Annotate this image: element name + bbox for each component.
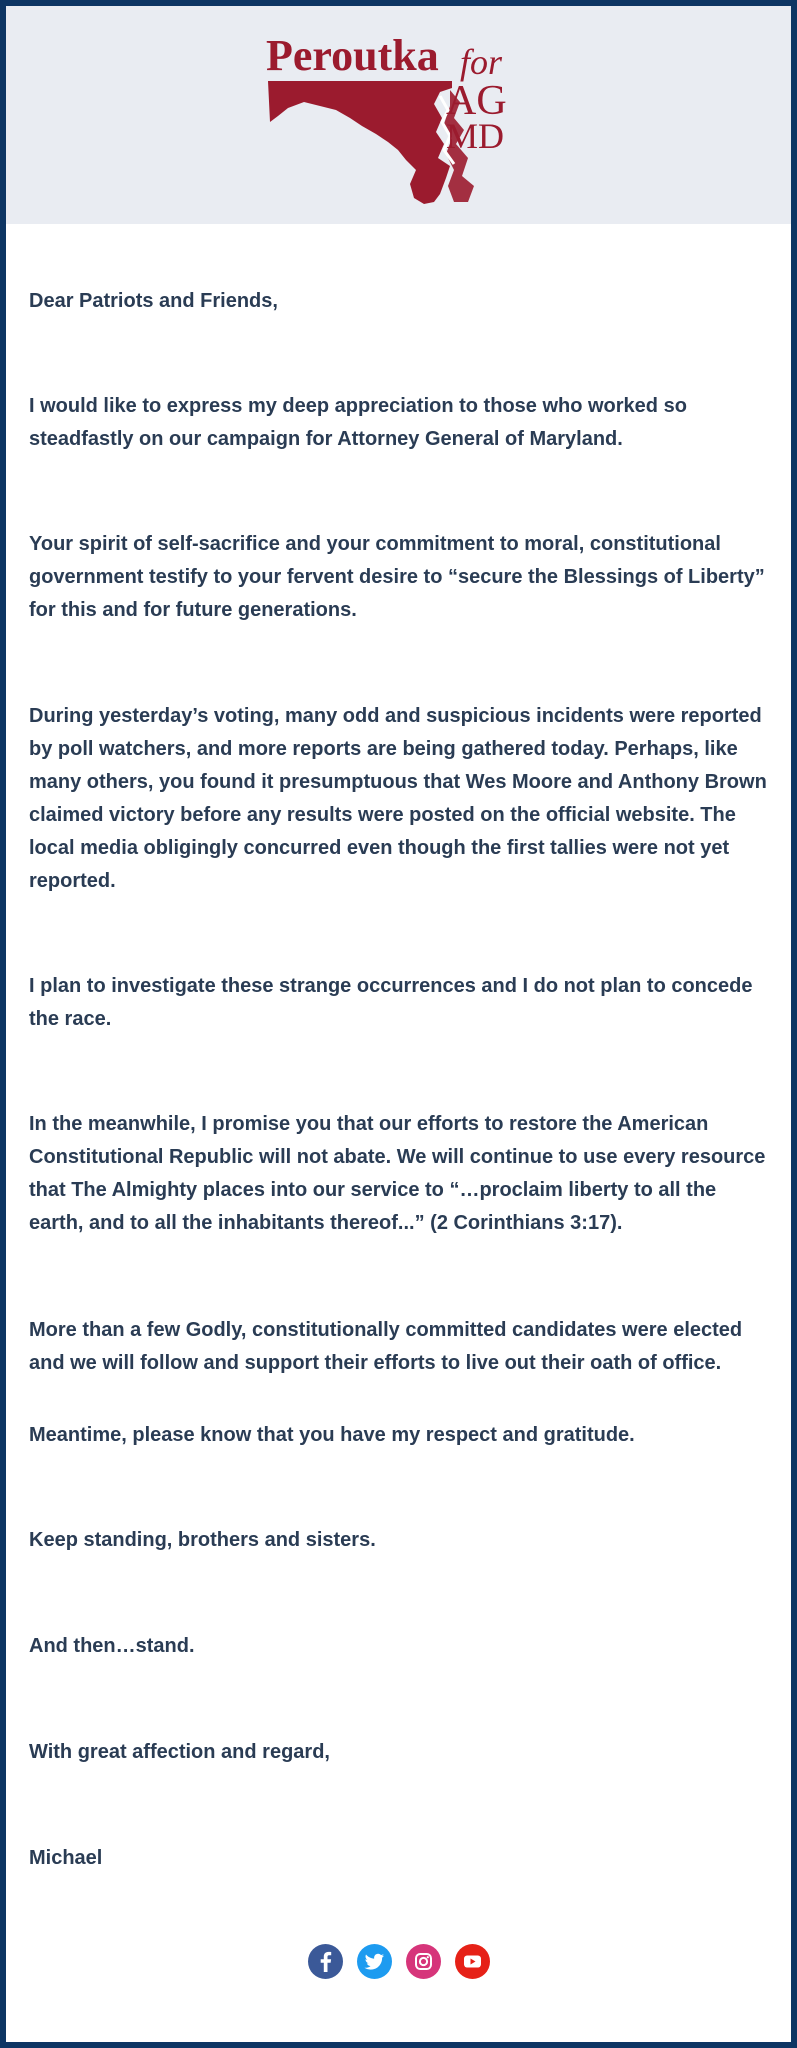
social-links — [6, 1944, 791, 1980]
closing: With great affection and regard, — [29, 1741, 330, 1763]
maryland-map-icon — [268, 81, 452, 204]
letter-paragraph: Keep standing, brothers and sisters. — [29, 1529, 376, 1551]
logo-name-text: Peroutka — [266, 31, 439, 80]
logo-md-text: MD — [446, 116, 505, 156]
letter-paragraph: And then…stand. — [29, 1635, 195, 1657]
letter-paragraph: Meantime, please know that you have my respect and gratitude. — [29, 1424, 635, 1446]
instagram-link[interactable] — [406, 1944, 441, 1979]
youtube-icon — [455, 1944, 490, 1979]
letter-paragraph: Your spirit of self-sacrifice and your commitment to moral, constitutional government testify to your fervent desire to “secure the Blessings of Liberty” for this and for future generations. — [29, 533, 765, 621]
letter-paragraph: I would like to express my deep appreciation to those who worked so steadfastly on our campaign for Attorney General of Maryland. — [29, 395, 687, 450]
signature-name: Michael — [29, 1847, 103, 1869]
twitter-icon — [357, 1944, 392, 1979]
youtube-link[interactable] — [455, 1944, 490, 1979]
letter-paragraph: In the meanwhile, I promise you that our efforts to restore the American Constitutional Republic will not abate. We will continue to use every resource that The Almighty places into our service to “…proclaim liberty to all the earth, and to all the inhabitants thereof...” (2 Corinthians 3:17). — [29, 1113, 766, 1234]
salutation: Dear Patriots and Friends, — [29, 290, 278, 312]
letter-paragraph: I plan to investigate these strange occurrences and I do not plan to concede the race. — [29, 975, 753, 1030]
logo-for-text: for — [460, 42, 503, 82]
facebook-icon — [308, 1944, 343, 1979]
instagram-icon — [406, 1944, 441, 1979]
email-header — [6, 6, 791, 224]
twitter-link[interactable] — [357, 1944, 392, 1979]
campaign-logo — [264, 26, 534, 206]
letter-paragraph: More than a few Godly, constitutionally committed candidates were elected and we will follow and support their efforts to live out their oath of office. — [29, 1319, 743, 1374]
logo-ag-text: AG — [446, 78, 507, 124]
facebook-link[interactable] — [308, 1944, 343, 1979]
letter-paragraph: During yesterday’s voting, many odd and suspicious incidents were reported by poll watchers, and more reports are being gathered today. Perhaps, like many others, you found it presumptuous that Wes Moore and Anthony Brown claimed victory before any results were posted on the official website. The local media obligingly concurred even though the first tallies were not yet reported. — [29, 705, 767, 892]
email-container — [6, 6, 791, 2042]
